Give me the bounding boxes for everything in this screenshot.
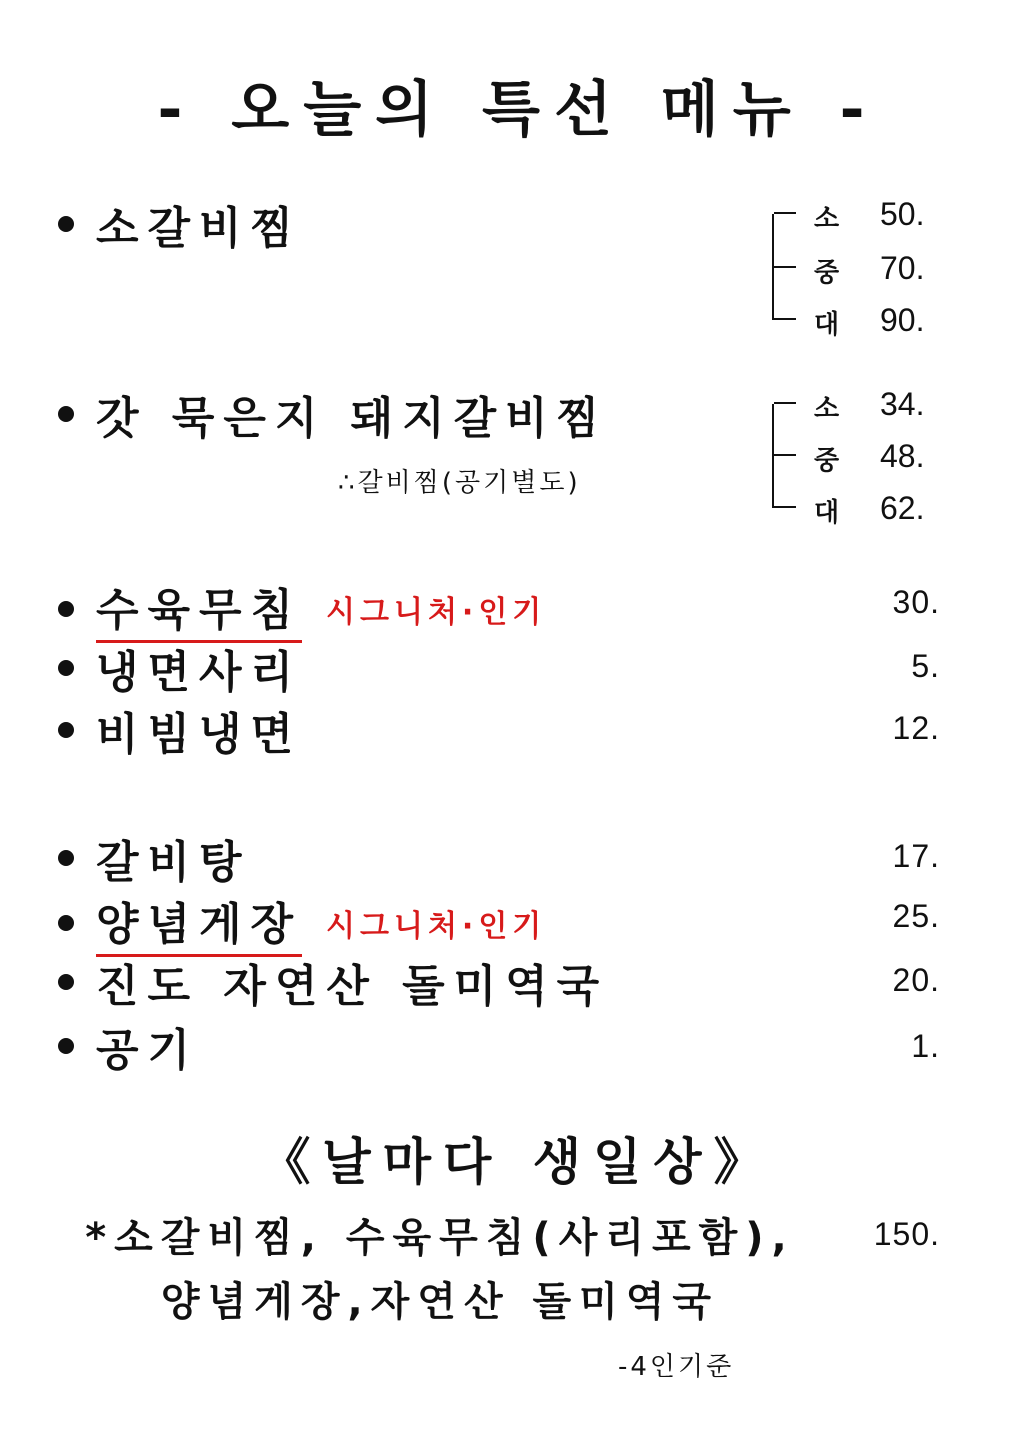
menu-item-dwaeji-galbijjim — [58, 382, 608, 446]
size-price-small: 34. — [880, 386, 925, 422]
menu-item-name: 공기 — [96, 1025, 200, 1076]
menu-item-suyuk — [58, 574, 546, 643]
size-label-small: 소 — [814, 204, 840, 234]
menu-item-price: 12. — [892, 710, 940, 746]
menu-item-name: 소갈비찜 — [96, 203, 303, 254]
menu-item-name: 비빔냉면 — [96, 709, 303, 760]
menu-item-name: 냉면사리 — [96, 647, 303, 698]
menu-item-name: 진도 자연산 돌미역국 — [96, 961, 609, 1012]
menu-item-name: 수육무침 — [96, 574, 302, 643]
bullet-icon — [58, 601, 74, 617]
birthday-set-price: 150. — [873, 1216, 940, 1252]
size-price-large: 90. — [880, 302, 925, 338]
bullet-icon — [58, 216, 74, 232]
birthday-set-note: -4인기준 — [618, 1352, 735, 1382]
menu-item-galbijjim — [58, 192, 302, 256]
birthday-set-title: 《날마다 생일상》 — [260, 1133, 776, 1191]
signature-tag: 시그니처·인기 — [326, 594, 547, 630]
bullet-icon — [58, 974, 74, 990]
size-label-large: 대 — [814, 498, 840, 528]
menu-item-price: 17. — [892, 838, 940, 874]
menu-item-price: 5. — [911, 648, 940, 684]
menu-item-gejang — [58, 888, 546, 957]
menu-item-price: 20. — [892, 962, 940, 998]
bullet-icon — [58, 406, 74, 422]
bullet-icon — [58, 1038, 74, 1054]
menu-item-name: 갓 묵은지 돼지갈비찜 — [96, 393, 609, 444]
size-price-large: 62. — [880, 490, 925, 526]
size-bracket — [772, 214, 796, 320]
menu-item-bibim-naengmyeon — [58, 698, 302, 762]
bullet-icon — [58, 915, 74, 931]
menu-item-price: 1. — [911, 1028, 940, 1064]
menu-item-name: 양념게장 — [96, 888, 302, 957]
birthday-set-line-2: 양념게장,자연산 돌미역국 — [160, 1279, 720, 1325]
menu-item-price: 30. — [892, 584, 940, 620]
size-label-medium: 중 — [814, 258, 840, 288]
signature-tag: 시그니처·인기 — [326, 908, 547, 944]
menu-item-name: 갈비탕 — [96, 837, 251, 888]
menu-item-note: ∴갈비찜(공기별도) — [338, 468, 581, 498]
menu-item-gonggi — [58, 1014, 199, 1078]
size-price-small: 50. — [880, 196, 925, 232]
bullet-icon — [58, 850, 74, 866]
size-label-small: 소 — [814, 394, 840, 424]
menu-item-price: 25. — [892, 898, 940, 934]
size-bracket — [772, 404, 796, 508]
size-price-medium: 48. — [880, 438, 925, 474]
menu-item-miyeokguk — [58, 950, 608, 1014]
bullet-icon — [58, 722, 74, 738]
menu-item-galbitang — [58, 826, 251, 890]
birthday-set-line-1: *소갈비찜, 수육무침(사리포함), — [85, 1215, 795, 1261]
size-price-medium: 70. — [880, 250, 925, 286]
menu-item-naengmyeon-sari — [58, 636, 302, 700]
page-title: - 오늘의 특선 메뉴 - — [157, 75, 879, 145]
bullet-icon — [58, 660, 74, 676]
size-label-large: 대 — [814, 310, 840, 340]
size-label-medium: 중 — [814, 446, 840, 476]
